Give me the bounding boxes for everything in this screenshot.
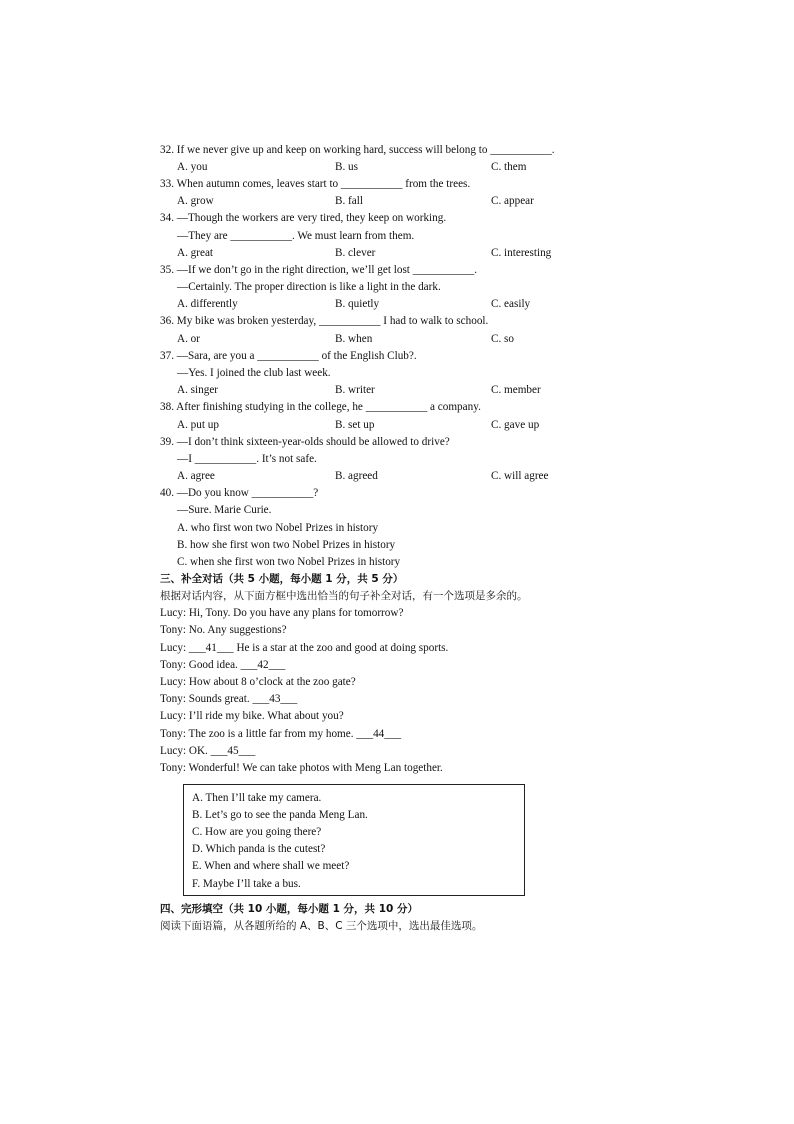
question-39-stem: 39. —I don’t think sixteen-year-olds should be allowed to drive? <box>160 436 450 448</box>
question-34-option-a: A. great <box>177 247 214 259</box>
dialogue-line: Lucy: I’ll ride my bike. What about you? <box>160 710 344 722</box>
choices-box <box>183 784 525 896</box>
question-32-stem: 32. If we never give up and keep on working hard, success will belong to ___________. <box>160 144 555 156</box>
question-35-option-a: A. differently <box>177 298 238 310</box>
question-35-option-c: C. easily <box>491 298 531 310</box>
question-32-option-a: A. you <box>177 161 208 173</box>
question-35-option-b: B. quietly <box>335 298 380 310</box>
question-40-option-c: C. when she first won two Nobel Prizes in history <box>177 556 401 568</box>
question-32-option-c: C. them <box>491 161 527 173</box>
question-33-option-a: A. grow <box>177 195 214 207</box>
question-38-option-c: C. gave up <box>491 419 540 431</box>
question-40-option-b: B. how she first won two Nobel Prizes in history <box>177 539 396 551</box>
choice-f: F. Maybe I’ll take a bus. <box>192 878 301 890</box>
question-40-option-a: A. who first won two Nobel Prizes in history <box>177 522 379 534</box>
section-3-instruction: 根据对话内容，从下面方框中选出恰当的句子补全对话，有一个选项是多余的。 <box>160 590 528 602</box>
question-34-reply: —They are ___________. We must learn from them. <box>177 230 415 242</box>
section-4-title: 四、完形填空（共 10 小题，每小题 1 分，共 10 分） <box>160 903 418 915</box>
question-37-stem: 37. —Sara, are you a ___________ of the English Club?. <box>160 350 417 362</box>
question-33-option-c: C. appear <box>491 195 534 207</box>
dialogue-line: Lucy: Hi, Tony. Do you have any plans for tomorrow? <box>160 607 404 619</box>
question-40-stem: 40. —Do you know ___________? <box>160 487 319 499</box>
question-37-reply: —Yes. I joined the club last week. <box>177 367 331 379</box>
question-36-stem: 36. My bike was broken yesterday, ___________ I had to walk to school. <box>160 315 489 327</box>
question-37-option-c: C. member <box>491 384 541 396</box>
dialogue-line: Lucy: How about 8 o’clock at the zoo gate? <box>160 676 356 688</box>
question-32-option-b: B. us <box>335 161 359 173</box>
dialogue-line: Lucy: OK. ___45___ <box>160 745 256 757</box>
choice-c: C. How are you going there? <box>192 826 322 838</box>
section-3-title: 三、补全对话（共 5 小题，每小题 1 分，共 5 分） <box>160 573 404 585</box>
question-35-stem: 35. —If we don’t go in the right direction, we’ll get lost ___________. <box>160 264 478 276</box>
question-34-stem: 34. —Though the workers are very tired, they keep on working. <box>160 212 447 224</box>
question-37-option-a: A. singer <box>177 384 219 396</box>
question-36-option-c: C. so <box>491 333 515 345</box>
question-36-option-b: B. when <box>335 333 373 345</box>
question-35-reply: —Certainly. The proper direction is like a light in the dark. <box>177 281 441 293</box>
question-38-stem: 38. After finishing studying in the college, he ___________ a company. <box>160 401 481 413</box>
section-4-instruction: 阅读下面语篇，从各题所给的 A、B、C 三个选项中，选出最佳选项。 <box>160 920 483 932</box>
dialogue-line: Tony: Good idea. ___42___ <box>160 659 286 671</box>
dialogue-line: Tony: No. Any suggestions? <box>160 624 287 636</box>
question-33-stem: 33. When autumn comes, leaves start to ___________ from the trees. <box>160 178 471 190</box>
choice-a: A. Then I’ll take my camera. <box>192 792 322 804</box>
choice-b: B. Let’s go to see the panda Meng Lan. <box>192 809 368 821</box>
question-37-option-b: B. writer <box>335 384 375 396</box>
dialogue-line: Tony: Wonderful! We can take photos with Meng Lan together. <box>160 762 443 774</box>
question-38-option-a: A. put up <box>177 419 219 431</box>
question-40-reply: —Sure. Marie Curie. <box>177 504 272 516</box>
question-38-option-b: B. set up <box>335 419 375 431</box>
dialogue-line: Lucy: ___41___ He is a star at the zoo and good at doing sports. <box>160 642 449 654</box>
choice-e: E. When and where shall we meet? <box>192 860 350 872</box>
question-39-option-a: A. agree <box>177 470 215 482</box>
question-33-option-b: B. fall <box>335 195 363 207</box>
question-34-option-c: C. interesting <box>491 247 552 259</box>
question-34-option-b: B. clever <box>335 247 376 259</box>
question-39-reply: —I ___________. It’s not safe. <box>177 453 317 465</box>
question-39-option-b: B. agreed <box>335 470 378 482</box>
choice-d: D. Which panda is the cutest? <box>192 843 326 855</box>
dialogue-line: Tony: The zoo is a little far from my home. ___44___ <box>160 728 402 740</box>
dialogue-line: Tony: Sounds great. ___43___ <box>160 693 298 705</box>
question-39-option-c: C. will agree <box>491 470 549 482</box>
question-36-option-a: A. or <box>177 333 200 345</box>
